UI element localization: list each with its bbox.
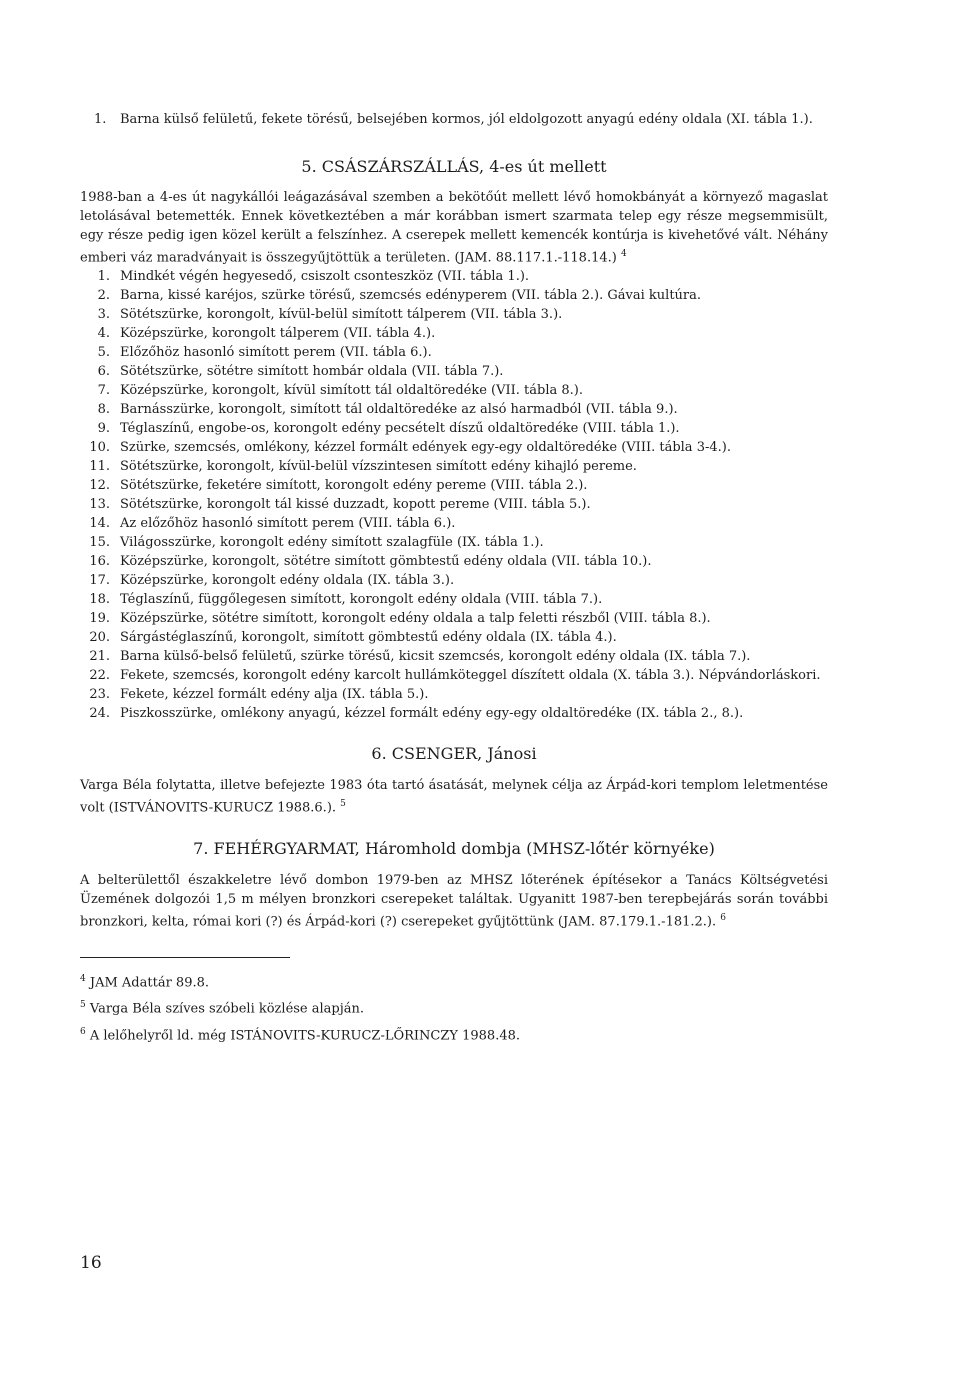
item-number: 22. xyxy=(89,668,110,684)
list-item xyxy=(80,286,828,305)
item-text: Középszürke, sötétre simított, korongolt edény oldala a talp feletti részből (VIII. tábla 8.). xyxy=(120,611,711,627)
item-number: 24. xyxy=(89,706,110,722)
item-number: 4. xyxy=(97,326,110,342)
section-title: 5. CSÁSZÁRSZÁLLÁS, 4-es út mellett xyxy=(301,157,607,176)
item-number: 6. xyxy=(97,364,110,380)
section-csaszarszallas xyxy=(80,156,828,723)
item-number: 8. xyxy=(97,402,110,418)
list-item xyxy=(80,476,828,495)
section-csenger xyxy=(80,743,828,817)
list-item xyxy=(80,305,828,324)
item-number: 13. xyxy=(89,497,110,513)
list-item xyxy=(80,590,828,609)
item-text: Barna külső felületű, fekete törésű, belsejében kormos, jól eldolgozott anyagú edény oldala (XI. tábla 1.). xyxy=(120,112,813,127)
list-item xyxy=(80,362,828,381)
item-text: Középszürke, korongolt, kívül simított tál oldaltöredéke (VII. tábla 8.). xyxy=(120,383,583,399)
list-item xyxy=(80,609,828,628)
item-number: 21. xyxy=(89,649,110,665)
list-item xyxy=(80,514,828,533)
item-text: Sötétszürke, korongolt, kívül-belül vízszintesen simított edény kihajló pereme. xyxy=(120,459,637,475)
find-list xyxy=(80,267,828,723)
item-number: 7. xyxy=(97,383,110,399)
list-item xyxy=(80,533,828,552)
paragraph-text: Varga Béla folytatta, illetve befejezte 1983 óta tartó ásatását, melynek célja az Árpád-kori templom leletmentése volt (ISTVÁNOVITS-KURUCZ 1988.6.). xyxy=(80,778,828,816)
list-item xyxy=(80,495,828,514)
item-text: Középszürke, korongolt tálperem (VII. tábla 4.). xyxy=(120,326,436,342)
item-text: Sötétszürke, korongolt, kívül-belül simított tálperem (VII. tábla 3.). xyxy=(120,307,563,323)
section-fehergyarmat xyxy=(80,838,828,931)
footnotes xyxy=(80,957,521,1047)
list-item xyxy=(80,628,828,647)
item-text: Sárgástéglaszínű, korongolt, simított gömbtestű edény oldala (IX. tábla 4.). xyxy=(120,630,617,646)
footnote xyxy=(80,994,780,1020)
item-number: 9. xyxy=(97,421,110,437)
paragraph-text: 1988-ban a 4-es út nagykállói leágazásával szemben a bekötőút mellett lévő homokbányát a környező magaslat letolásával betemették. Ennek következtében a már korábban ismert szarmata telep egy része megsemmisült, egy része pedig igen közel került a felszínhez. A cserepek mellett kemencék kontúrja is kivehetővé vált. Néhány emberi váz maradványait is összegyűjtöttük a területen. (JAM. 88.117.1.-118.14.) xyxy=(80,190,828,266)
item-text: Középszürke, korongolt edény oldala (IX. tábla 3.). xyxy=(120,573,455,589)
item-number: 11. xyxy=(89,459,110,475)
list-item xyxy=(80,571,828,590)
item-number: 3. xyxy=(97,307,110,323)
item-number: 19. xyxy=(89,611,110,627)
item-number: 23. xyxy=(89,687,110,703)
section-title: 6. CSENGER, Jánosi xyxy=(371,744,537,764)
item-number: 15. xyxy=(89,535,110,551)
item-number: 18. xyxy=(89,592,110,608)
footnote-ref: 5 xyxy=(340,799,346,810)
item-number: 12. xyxy=(89,478,110,494)
list-item xyxy=(80,324,828,343)
list-item xyxy=(80,343,828,362)
item-text: Téglaszínű, engobe-os, korongolt edény pecsételt díszű oldaltöredéke (VIII. tábla 1.). xyxy=(120,421,680,437)
footnote xyxy=(80,1021,780,1047)
item-text: Téglaszínű, függőlegesen simított, korongolt edény oldala (VIII. tábla 7.). xyxy=(120,592,603,608)
footnote-text: Varga Béla szíves szóbeli közlése alapján. xyxy=(89,1001,365,1017)
item-number: 20. xyxy=(89,630,110,646)
page-number: 16 xyxy=(80,1253,102,1273)
item-text: Fekete, szemcsés, korongolt edény karcolt hullámköteggel díszített oldala (X. tábla 3.). Népvándorláskori. xyxy=(120,668,821,684)
item-text: Előzőhöz hasonló simított perem (VII. tábla 6.). xyxy=(120,345,432,361)
section-title: 7. FEHÉRGYARMAT, Háromhold dombja (MHSZ-lőtér környéke) xyxy=(193,838,715,858)
item-text: Piszkosszürke, omlékony anyagú, kézzel formált edény egy-egy oldaltöredéke (IX. tábla 2., 8.). xyxy=(120,706,744,722)
list-item xyxy=(80,381,828,400)
footnote-ref: 4 xyxy=(620,249,627,259)
item-text: Szürke, szemcsés, omlékony, kézzel formált edények egy-egy oldaltöredéke (VIII. tábla 3-4.). xyxy=(120,440,731,456)
section-paragraph xyxy=(80,188,828,267)
item-text: Sötétszürke, feketére simított, korongolt edény pereme (VIII. tábla 2.). xyxy=(120,478,588,494)
list-item xyxy=(80,457,828,476)
list-item xyxy=(80,666,828,685)
footnote xyxy=(80,968,780,994)
footnote-ref: 6 xyxy=(720,912,727,923)
section-paragraph xyxy=(80,776,828,817)
item-text: Középszürke, korongolt, sötétre simított gömbtestű edény oldala (VII. tábla 10.). xyxy=(120,554,652,570)
item-text: Sötétszürke, korongolt tál kissé duzzadt, kopott pereme (VIII. tábla 5.). xyxy=(120,497,591,513)
list-item xyxy=(80,685,828,704)
footnote-text: A lelőhelyről ld. még ISTÁNOVITS-KURUCZ-LŐRINCZY 1988.48. xyxy=(89,1027,521,1043)
item-number: 14. xyxy=(89,516,110,532)
item-number: 2. xyxy=(97,288,110,304)
document-page xyxy=(80,110,828,1047)
footnote-text: JAM Adattár 89.8. xyxy=(89,975,210,991)
paragraph-text: A belterülettől északkeletre lévő dombon 1979-ben az MHSZ lőterének építésekor a Tanács Költségvetési Üzemének dolgozói 1,5 m mélyen bronzkori cserepeket találtak. Ugyanitt 1987-ben terepbejárás során további bronzkori, kelta, római kori (?) és Árpád-kori (?) cserepeket gyűjtöttünk (JAM. 87.179.1.-181.2.). xyxy=(80,872,828,929)
item-number: 16. xyxy=(89,554,110,570)
item-number: 10. xyxy=(89,440,110,456)
item-text: Barna külső-belső felületű, szürke törésű, kicsit szemcsés, korongolt edény oldala (IX. tábla 7.). xyxy=(120,649,751,665)
footnote-mark: 4 xyxy=(80,973,86,984)
item-text: Barna, kissé karéjos, szürke törésű, szemcsés edényperem (VII. tábla 2.). Gávai kultúra. xyxy=(120,288,702,304)
item-number: 17. xyxy=(89,573,110,589)
list-item xyxy=(80,400,828,419)
footnote-mark: 5 xyxy=(80,1000,86,1011)
item-text: Világosszürke, korongolt edény simított szalagfüle (IX. tábla 1.). xyxy=(120,535,544,551)
footnote-mark: 6 xyxy=(80,1026,86,1037)
item-text: Barnásszürke, korongolt, simított tál oldaltöredéke az alsó harmadból (VII. tábla 9.). xyxy=(120,402,678,418)
item-text: Fekete, kézzel formált edény alja (IX. tábla 5.). xyxy=(120,687,429,703)
list-item xyxy=(80,552,828,571)
section-paragraph xyxy=(80,871,828,931)
list-item xyxy=(80,438,828,457)
item-text: Sötétszürke, sötétre simított hombár oldala (VII. tábla 7.). xyxy=(120,364,504,380)
list-item xyxy=(80,110,828,129)
item-number: 5. xyxy=(97,345,110,361)
list-item xyxy=(80,419,828,438)
list-item xyxy=(80,704,828,723)
item-text: Az előzőhöz hasonló simított perem (VIII. tábla 6.). xyxy=(120,516,456,532)
item-number: 1. xyxy=(97,269,110,285)
list-item xyxy=(80,267,828,286)
item-text: Mindkét végén hegyesedő, csiszolt csonteszköz (VII. tábla 1.). xyxy=(120,269,530,285)
list-item xyxy=(80,647,828,666)
item-number: 1. xyxy=(94,112,107,127)
